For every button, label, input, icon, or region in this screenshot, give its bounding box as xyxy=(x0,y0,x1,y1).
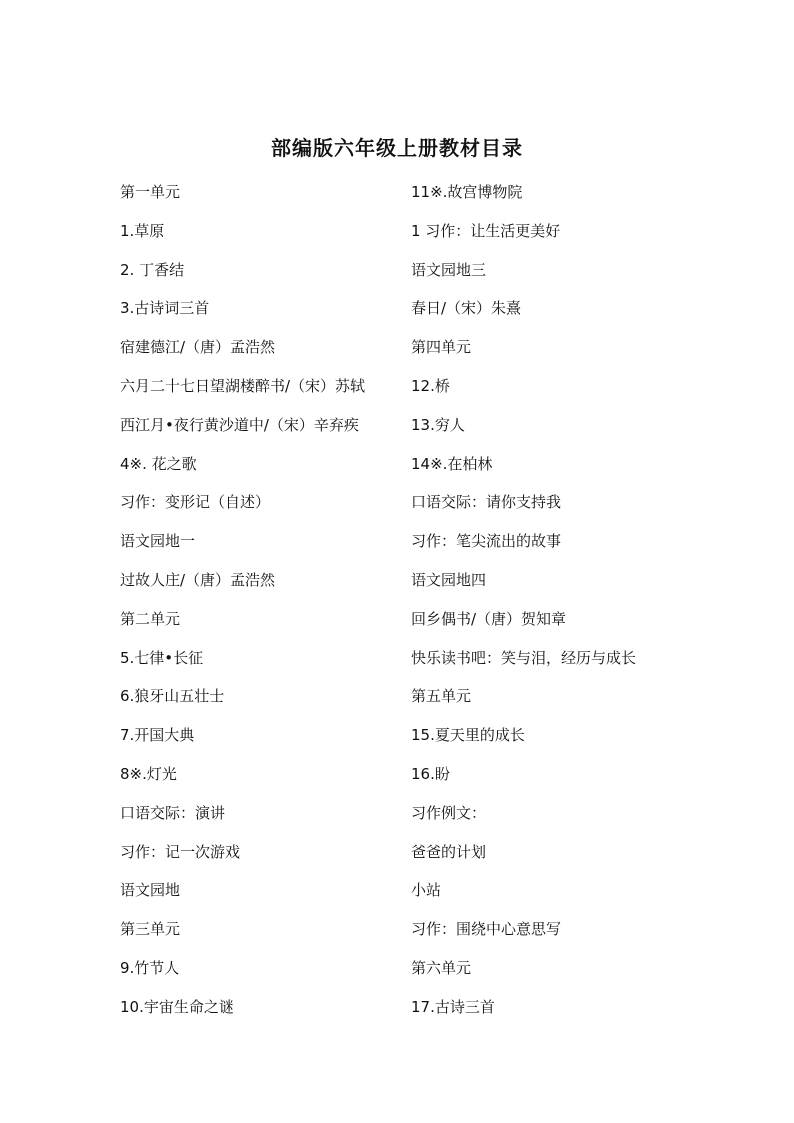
toc-entry: 第五单元 xyxy=(411,687,472,706)
toc-entry: 春日/（宋）朱熹 xyxy=(411,299,522,318)
toc-entry: 9.竹节人 xyxy=(120,958,180,977)
toc-right-column xyxy=(411,180,711,1034)
toc-entry: 语文园地四 xyxy=(411,570,487,589)
toc-entry: 习作：记一次游戏 xyxy=(120,842,241,861)
toc-entry: 4※. 花之歌 xyxy=(120,454,197,473)
toc-entry: 第三单元 xyxy=(120,920,181,939)
toc-entry: 回乡偶书/（唐）贺知章 xyxy=(411,609,567,628)
toc-entry: 16.盼 xyxy=(411,764,450,783)
toc-entry: 西江月•夜行黄沙道中/（宋）辛弃疾 xyxy=(120,415,359,434)
toc-entry: 13.穷人 xyxy=(411,415,465,434)
toc-left-column xyxy=(120,180,400,1034)
toc-entry: 爸爸的计划 xyxy=(411,842,487,861)
toc-entry: 5.七律•长征 xyxy=(120,648,204,667)
toc-entry: 第二单元 xyxy=(120,609,181,628)
toc-entry: 习作例文： xyxy=(411,803,487,822)
toc-entry: 第四单元 xyxy=(411,338,472,357)
toc-entry: 15.夏天里的成长 xyxy=(411,726,525,745)
toc-entry: 六月二十七日望湖楼醉书/（宋）苏轼 xyxy=(120,376,366,395)
toc-entry: 2. 丁香结 xyxy=(120,260,185,279)
toc-entry: 6.狼牙山五壮士 xyxy=(120,687,225,706)
toc-entry: 小站 xyxy=(411,881,442,900)
toc-entry: 语文园地 xyxy=(120,881,181,900)
toc-entry: 习作：变形记（自述） xyxy=(120,493,271,512)
toc-entry: 1.草原 xyxy=(120,221,165,240)
toc-entry: 语文园地三 xyxy=(411,260,487,279)
toc-entry: 口语交际：请你支持我 xyxy=(411,493,562,512)
toc-entry: 习作：笔尖流出的故事 xyxy=(411,532,562,551)
toc-entry: 第一单元 xyxy=(120,183,181,201)
toc-entry: 过故人庄/（唐）孟浩然 xyxy=(120,570,276,589)
toc-entry: 17.古诗三首 xyxy=(411,997,495,1016)
toc-entry: 7.开国大典 xyxy=(120,726,195,745)
page-title: 部编版六年级上册教材目录 xyxy=(271,136,523,160)
toc-entry: 10.宇宙生命之谜 xyxy=(120,997,234,1016)
toc-entry: 11※.故宫博物院 xyxy=(411,183,523,201)
toc-entry: 习作：围绕中心意思写 xyxy=(411,920,562,939)
toc-entry: 宿建德江/（唐）孟浩然 xyxy=(120,338,276,357)
toc-entry: 12.桥 xyxy=(411,376,450,395)
toc-entry: 第六单元 xyxy=(411,958,472,977)
toc-entry: 1 习作：让生活更美好 xyxy=(411,221,561,240)
toc-entry: 快乐读书吧：笑与泪，经历与成长 xyxy=(411,648,637,667)
toc-entry: 口语交际：演讲 xyxy=(120,803,226,822)
toc-entry: 语文园地一 xyxy=(120,532,196,551)
toc-entry: 8※.灯光 xyxy=(120,764,177,783)
toc-entry: 3.古诗词三首 xyxy=(120,299,210,318)
toc-entry: 14※.在柏林 xyxy=(411,454,493,473)
